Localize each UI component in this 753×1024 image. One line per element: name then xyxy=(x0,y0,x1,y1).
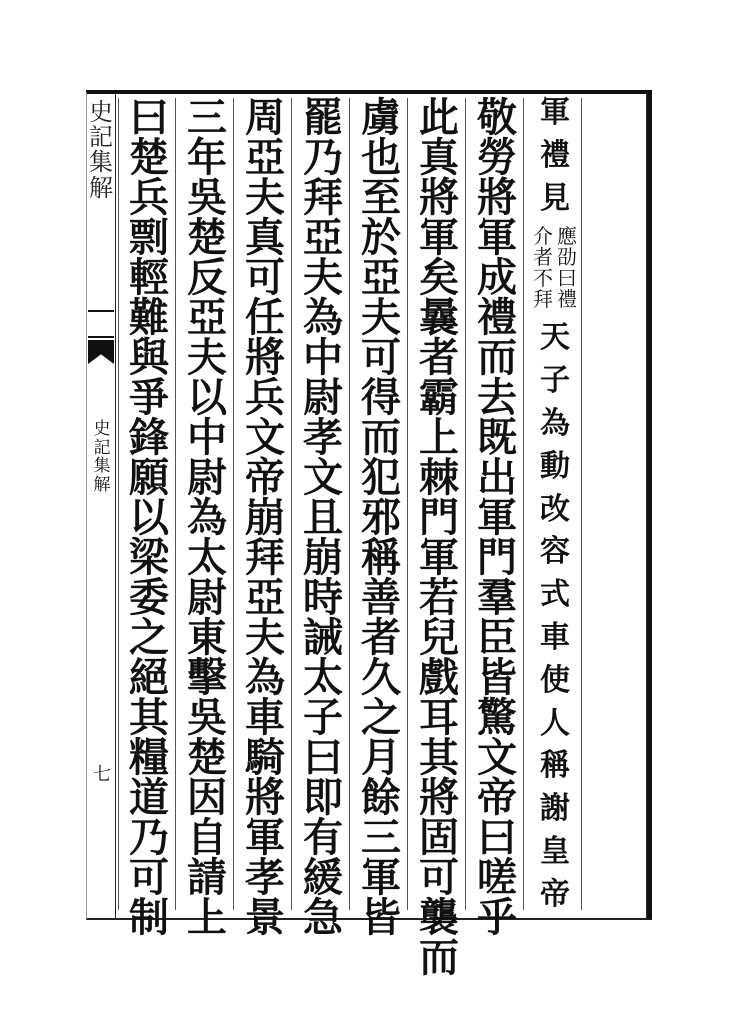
character: 軍 xyxy=(477,214,517,261)
character: 而 xyxy=(361,414,401,461)
text-column-8 xyxy=(122,94,176,941)
character: 緩 xyxy=(303,854,343,901)
annotation-character: 禮 xyxy=(557,287,577,312)
character: 容 xyxy=(540,534,570,570)
character: 曩 xyxy=(419,294,459,341)
margin-cropped-title xyxy=(88,100,114,300)
character: 門 xyxy=(419,494,459,541)
character: 此 xyxy=(419,94,459,141)
character: 年 xyxy=(187,134,227,181)
character: 尉 xyxy=(187,574,227,621)
character: 禮 xyxy=(540,137,570,173)
character: 太 xyxy=(187,534,227,581)
character: 有 xyxy=(303,814,343,861)
character: 孝 xyxy=(303,414,343,461)
character: 軍 xyxy=(477,494,517,541)
character: 騎 xyxy=(245,734,285,781)
character: 梁 xyxy=(129,534,169,581)
character: 以 xyxy=(129,494,169,541)
annotation-character: 曰 xyxy=(557,266,577,291)
character: 景 xyxy=(245,894,285,941)
character: 善 xyxy=(361,574,401,621)
character: 去 xyxy=(477,374,517,421)
character: 之 xyxy=(129,614,169,661)
annotation-character: 介 xyxy=(533,224,553,249)
character: 可 xyxy=(245,254,285,301)
character: 誡 xyxy=(303,614,343,661)
character: 矣 xyxy=(419,254,459,301)
character: 動 xyxy=(540,448,570,484)
character: 敬 xyxy=(477,94,517,141)
character: 棘 xyxy=(419,454,459,501)
character: 羣 xyxy=(477,574,517,621)
character: 鋒 xyxy=(129,414,169,461)
character: 軍 xyxy=(540,95,570,130)
character: 皇 xyxy=(540,834,570,869)
margin-character: 史 xyxy=(93,419,111,439)
character: 崩 xyxy=(245,494,285,541)
character: 夫 xyxy=(245,174,285,221)
character: 吳 xyxy=(187,174,227,221)
character: 若 xyxy=(419,574,459,621)
character: 可 xyxy=(361,334,401,381)
character: 曰 xyxy=(303,734,343,781)
fishtail-rules xyxy=(88,310,114,338)
character: 真 xyxy=(419,134,459,181)
character: 亞 xyxy=(187,294,227,341)
character: 也 xyxy=(361,134,401,181)
character: 而 xyxy=(477,334,517,381)
character: 久 xyxy=(361,654,401,701)
character: 之 xyxy=(361,694,401,741)
character: 禮 xyxy=(477,294,517,341)
character: 犯 xyxy=(361,454,401,501)
character: 將 xyxy=(245,774,285,821)
character: 將 xyxy=(419,774,459,821)
character: 糧 xyxy=(129,734,169,781)
character: 謝 xyxy=(540,791,570,827)
character: 其 xyxy=(419,734,459,781)
character: 夫 xyxy=(187,334,227,381)
character: 三 xyxy=(361,814,401,861)
character: 兒 xyxy=(419,614,459,661)
character: 霸 xyxy=(419,374,459,421)
character: 為 xyxy=(187,494,227,541)
character: 因 xyxy=(187,774,227,821)
text-column-1 xyxy=(528,95,582,912)
character: 楚 xyxy=(187,734,227,781)
margin-character: 解 xyxy=(89,173,113,202)
character: 上 xyxy=(187,894,227,941)
character: 制 xyxy=(129,894,169,941)
character: 楚 xyxy=(187,214,227,261)
annotation-character: 應 xyxy=(557,224,577,249)
character: 者 xyxy=(361,614,401,661)
character: 曰 xyxy=(129,94,169,141)
character: 亞 xyxy=(361,254,401,301)
character: 亞 xyxy=(245,134,285,181)
character: 兵 xyxy=(129,174,169,221)
character: 而 xyxy=(419,934,459,981)
annotation-character: 劭 xyxy=(557,245,577,270)
character: 皆 xyxy=(477,654,517,701)
character: 擊 xyxy=(187,654,227,701)
margin-book-title xyxy=(91,420,113,495)
character: 臣 xyxy=(477,614,517,661)
character: 可 xyxy=(129,854,169,901)
character: 耳 xyxy=(419,694,459,741)
character: 文 xyxy=(245,414,285,461)
character: 嗟 xyxy=(477,854,517,901)
character: 者 xyxy=(419,334,459,381)
character: 得 xyxy=(361,374,401,421)
character: 上 xyxy=(419,414,459,461)
annotation-line xyxy=(557,226,577,310)
character: 自 xyxy=(187,814,227,861)
interlinear-annotation xyxy=(533,226,577,310)
character: 將 xyxy=(245,334,285,381)
character: 月 xyxy=(361,734,401,781)
text-column-4 xyxy=(354,94,408,941)
character: 式 xyxy=(540,577,570,613)
character: 出 xyxy=(477,454,517,501)
character: 夫 xyxy=(245,614,285,661)
character: 文 xyxy=(477,734,517,781)
character: 請 xyxy=(187,854,227,901)
character: 夫 xyxy=(361,294,401,341)
character: 即 xyxy=(303,774,343,821)
character: 可 xyxy=(419,854,459,901)
annotation-character: 拜 xyxy=(533,287,553,312)
character: 委 xyxy=(129,574,169,621)
margin-character: 記 xyxy=(93,437,111,458)
character: 亞 xyxy=(245,574,285,621)
character: 急 xyxy=(303,894,343,941)
character: 軍 xyxy=(419,214,459,261)
character: 夫 xyxy=(303,254,343,301)
character: 戲 xyxy=(419,654,459,701)
character: 兵 xyxy=(245,374,285,421)
character: 人 xyxy=(540,705,570,741)
character: 車 xyxy=(245,694,285,741)
character: 於 xyxy=(361,214,401,261)
character: 軍 xyxy=(419,534,459,581)
text-column-7 xyxy=(180,94,234,941)
character: 子 xyxy=(540,363,570,399)
margin-character: 解 xyxy=(93,475,111,496)
annotation-character: 者 xyxy=(533,245,553,270)
character: 帝 xyxy=(540,876,570,912)
character: 成 xyxy=(477,254,517,301)
character: 反 xyxy=(187,254,227,301)
margin-character: 史 xyxy=(89,100,113,126)
character: 中 xyxy=(303,334,343,381)
character: 為 xyxy=(540,405,570,441)
character: 軍 xyxy=(245,814,285,861)
character: 文 xyxy=(303,454,343,501)
character: 至 xyxy=(361,174,401,221)
text-column-5 xyxy=(296,94,350,941)
character: 襲 xyxy=(419,894,459,941)
character: 且 xyxy=(303,494,343,541)
character: 真 xyxy=(245,214,285,261)
character: 楚 xyxy=(129,134,169,181)
character: 道 xyxy=(129,774,169,821)
character: 亞 xyxy=(303,214,343,261)
character: 稱 xyxy=(540,748,570,784)
character: 勞 xyxy=(477,134,517,181)
text-column-3 xyxy=(412,94,466,981)
character: 東 xyxy=(187,614,227,661)
character: 曰 xyxy=(477,814,517,861)
character: 帝 xyxy=(245,454,285,501)
character: 改 xyxy=(540,491,570,527)
character: 使 xyxy=(540,662,570,698)
character: 車 xyxy=(540,619,570,655)
character: 稱 xyxy=(361,534,401,581)
annotation-line xyxy=(533,226,553,310)
character: 乃 xyxy=(129,814,169,861)
text-column-2 xyxy=(470,94,524,941)
character: 願 xyxy=(129,454,169,501)
character: 帝 xyxy=(477,774,517,821)
character: 驚 xyxy=(477,694,517,741)
annotation-character: 不 xyxy=(533,266,553,291)
text-column-6 xyxy=(238,94,292,941)
character: 剽 xyxy=(129,214,169,261)
character: 拜 xyxy=(245,534,285,581)
character: 天 xyxy=(540,320,570,356)
character: 罷 xyxy=(303,94,343,141)
character: 為 xyxy=(303,294,343,341)
character: 子 xyxy=(303,694,343,741)
character: 其 xyxy=(129,694,169,741)
character: 皆 xyxy=(361,894,401,941)
character: 將 xyxy=(419,174,459,221)
character: 任 xyxy=(245,294,285,341)
margin-page-number: 七 xyxy=(93,764,111,785)
character: 固 xyxy=(419,814,459,861)
character: 難 xyxy=(129,294,169,341)
character: 輕 xyxy=(129,254,169,301)
character: 尉 xyxy=(303,374,343,421)
character: 以 xyxy=(187,374,227,421)
character: 將 xyxy=(477,174,517,221)
character: 三 xyxy=(187,94,227,141)
character: 尉 xyxy=(187,454,227,501)
character: 崩 xyxy=(303,534,343,581)
character: 周 xyxy=(245,94,285,141)
character: 門 xyxy=(477,534,517,581)
character: 乎 xyxy=(477,894,517,941)
column-rule xyxy=(118,98,119,910)
character: 吳 xyxy=(187,694,227,741)
character: 時 xyxy=(303,574,343,621)
character: 與 xyxy=(129,334,169,381)
character: 餘 xyxy=(361,774,401,821)
character: 絕 xyxy=(129,654,169,701)
character: 見 xyxy=(540,180,570,216)
character: 太 xyxy=(303,654,343,701)
character: 為 xyxy=(245,654,285,701)
character: 中 xyxy=(187,414,227,461)
character: 孝 xyxy=(245,854,285,901)
character: 既 xyxy=(477,414,517,461)
character: 軍 xyxy=(361,854,401,901)
character: 乃 xyxy=(303,134,343,181)
margin-character: 集 xyxy=(89,148,113,177)
margin-character: 記 xyxy=(89,123,113,152)
character: 拜 xyxy=(303,174,343,221)
margin-character: 集 xyxy=(93,456,111,477)
character: 虜 xyxy=(361,94,401,141)
character: 爭 xyxy=(129,374,169,421)
character: 邪 xyxy=(361,494,401,541)
